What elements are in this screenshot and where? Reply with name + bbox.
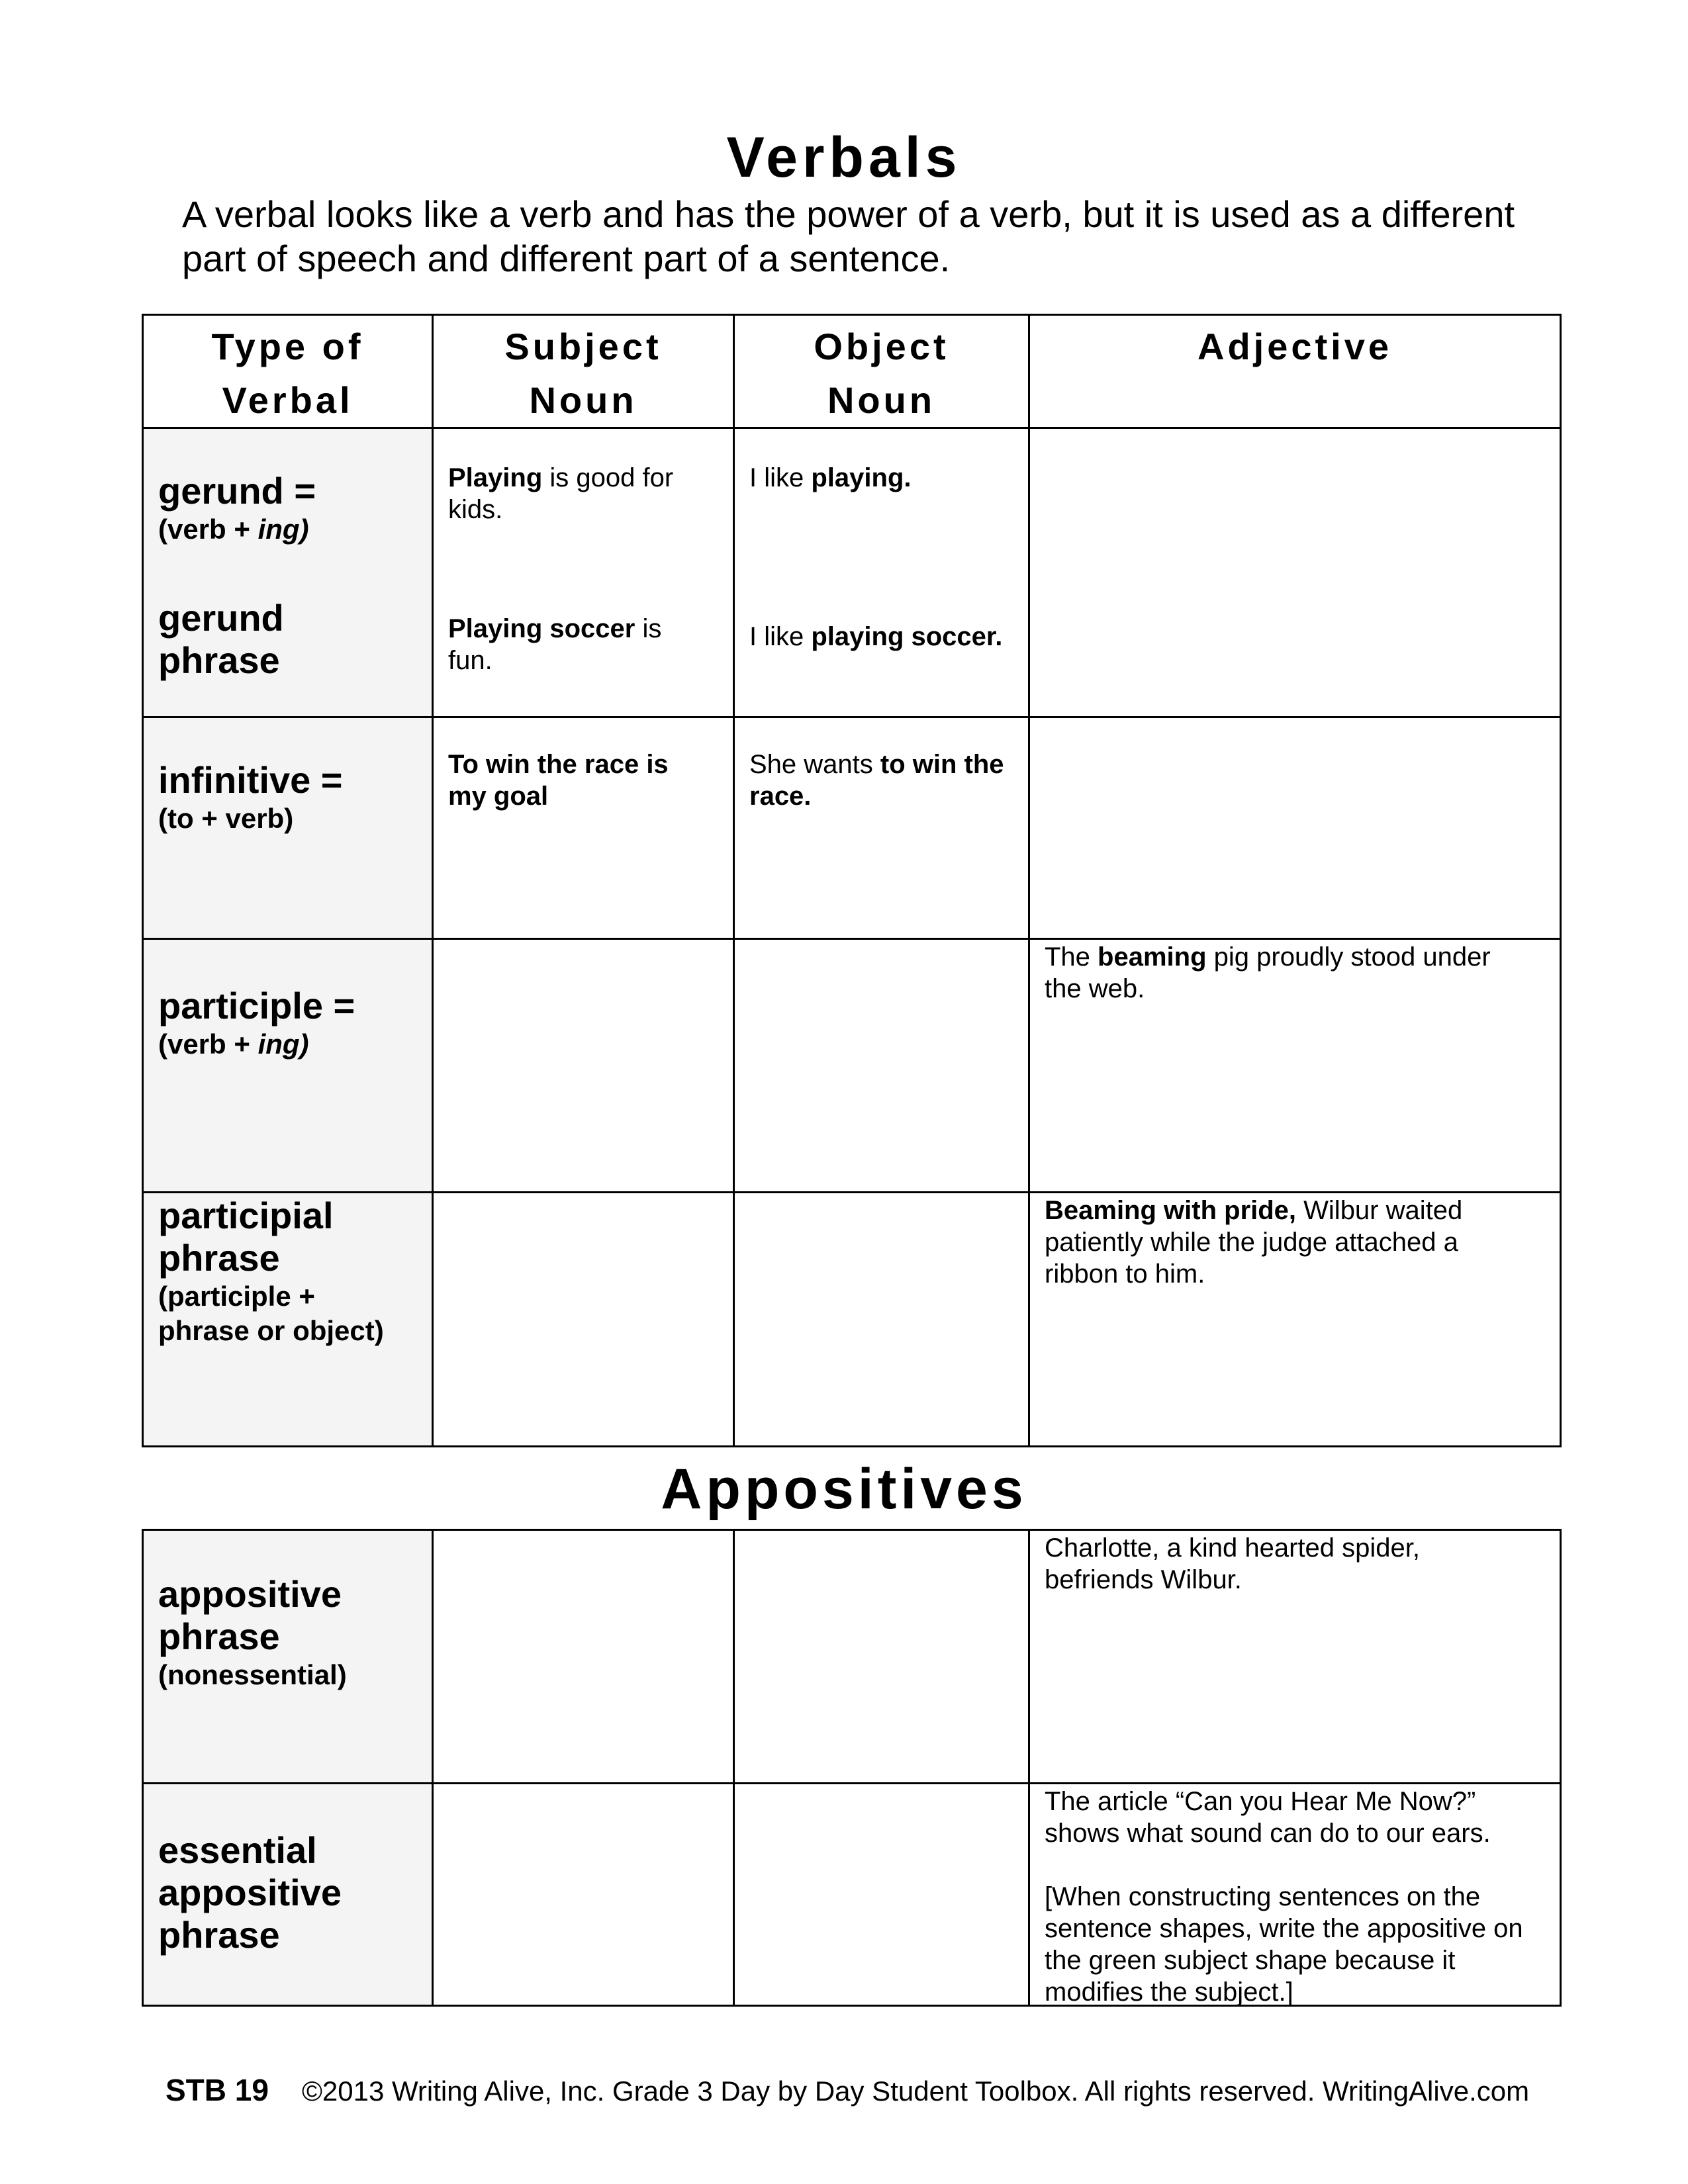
participle-type-cell xyxy=(143,939,433,1193)
header-row xyxy=(143,315,1561,428)
appositive-term-1: appositive xyxy=(158,1573,342,1615)
participle-subject-cell xyxy=(433,939,734,1193)
participial-adjective-example: Beaming with pride, Wilbur waited patiently while the judge attached a ribbon to him. xyxy=(1045,1196,1463,1289)
essential-adjective-cell xyxy=(1029,1784,1561,2006)
gerund-row xyxy=(143,428,1561,717)
header-adjective-label: Adjective xyxy=(1197,326,1392,367)
appositives-table xyxy=(142,1529,1562,2007)
appositive-note: (nonessential) xyxy=(158,1659,347,1690)
essential-subject-cell xyxy=(433,1784,734,2006)
gerund-term: gerund = xyxy=(158,470,316,512)
header-object-line2: Noun xyxy=(827,379,936,421)
participle-object-cell xyxy=(734,939,1029,1193)
participial-row xyxy=(143,1193,1561,1447)
gerund-type-cell xyxy=(143,428,433,717)
infinitive-object-cell xyxy=(734,717,1029,939)
essential-term-3: phrase xyxy=(158,1914,280,1956)
participle-row xyxy=(143,939,1561,1193)
infinitive-term: infinitive = xyxy=(158,759,343,801)
participle-formula: (verb + ing) xyxy=(158,1028,309,1060)
essential-object-cell xyxy=(734,1784,1029,2006)
infinitive-formula: (to + verb) xyxy=(158,803,294,834)
infinitive-subject-example: To win the race is my goal xyxy=(448,750,669,811)
essential-note: [When constructing sentences on the sentence shapes, write the appositive on the green subject shape because it modifies the subject.] xyxy=(1045,1882,1523,2007)
page-title: Verbals xyxy=(726,126,962,189)
appositive-adjective-cell xyxy=(1029,1530,1561,1784)
infinitive-row xyxy=(143,717,1561,939)
header-subject-noun xyxy=(433,315,734,428)
header-adjective xyxy=(1029,315,1561,428)
essential-type-cell xyxy=(143,1784,433,2006)
footer xyxy=(165,2071,1589,2110)
header-subject-line2: Noun xyxy=(529,379,637,421)
participial-object-cell xyxy=(734,1193,1029,1447)
gerund-phrase-term-1: gerund xyxy=(158,597,284,639)
infinitive-type-cell xyxy=(143,717,433,939)
appositive-term-2: phrase xyxy=(158,1615,280,1657)
verbals-table xyxy=(142,314,1562,1447)
intro-paragraph: A verbal looks like a verb and has the power of a verb, but it is used as a different part of speech and different part of a sentence. xyxy=(182,193,1515,279)
infinitive-adjective-cell xyxy=(1029,717,1561,939)
essential-term-2: appositive xyxy=(158,1872,342,1913)
infinitive-object-example: She wants to win the race. xyxy=(749,750,1004,811)
essential-example: The article “Can you Hear Me Now?” shows what sound can do to our ears. xyxy=(1045,1787,1491,1848)
appositive-subject-cell xyxy=(433,1530,734,1784)
essential-term-1: essential xyxy=(158,1829,317,1871)
appositive-example: Charlotte, a kind hearted spider, befriends Wilbur. xyxy=(1045,1533,1421,1594)
participial-type-cell xyxy=(143,1193,433,1447)
footer-copyright: ©2013 Writing Alive, Inc. Grade 3 Day by Day Student Toolbox. All rights reserved. WritingAlive.com xyxy=(301,2075,1530,2107)
appositive-object-cell xyxy=(734,1530,1029,1784)
participial-adjective-cell xyxy=(1029,1193,1561,1447)
participial-formula-1: (participle + xyxy=(158,1281,315,1312)
infinitive-subject-cell xyxy=(433,717,734,939)
participial-term-2: phrase xyxy=(158,1237,280,1279)
header-type-of-verbal xyxy=(143,315,433,428)
gerund-subject-cell xyxy=(433,428,734,717)
gerund-formula: (verb + ing) xyxy=(158,514,309,545)
header-subject-line1: Subject xyxy=(504,326,662,367)
gerund-phrase-term-2: phrase xyxy=(158,639,280,681)
participial-formula-2: phrase or object) xyxy=(158,1315,384,1346)
participle-adjective-example: The beaming pig proudly stood under the web. xyxy=(1045,942,1491,1003)
participle-term: participle = xyxy=(158,985,355,1026)
gerund-object-example: I like playing. xyxy=(749,463,912,492)
header-type-line1: Type of xyxy=(211,326,364,367)
header-object-line1: Object xyxy=(814,326,949,367)
gerund-phrase-object-example: I like playing soccer. xyxy=(749,622,1003,651)
participial-term-1: participial xyxy=(158,1195,334,1236)
gerund-adjective-cell xyxy=(1029,428,1561,717)
participial-subject-cell xyxy=(433,1193,734,1447)
appositives-title: Appositives xyxy=(661,1457,1027,1521)
gerund-object-cell xyxy=(734,428,1029,717)
header-type-line2: Verbal xyxy=(222,379,353,421)
essential-row xyxy=(143,1784,1561,2006)
footer-page-code: STB 19 xyxy=(165,2073,269,2107)
participle-adjective-cell xyxy=(1029,939,1561,1193)
gerund-subject-example: Playing is good for kids. xyxy=(448,463,674,524)
appositive-type-cell xyxy=(143,1530,433,1784)
header-object-noun xyxy=(734,315,1029,428)
appositive-row xyxy=(143,1530,1561,1784)
gerund-phrase-subject-example: Playing soccer is fun. xyxy=(448,614,662,675)
